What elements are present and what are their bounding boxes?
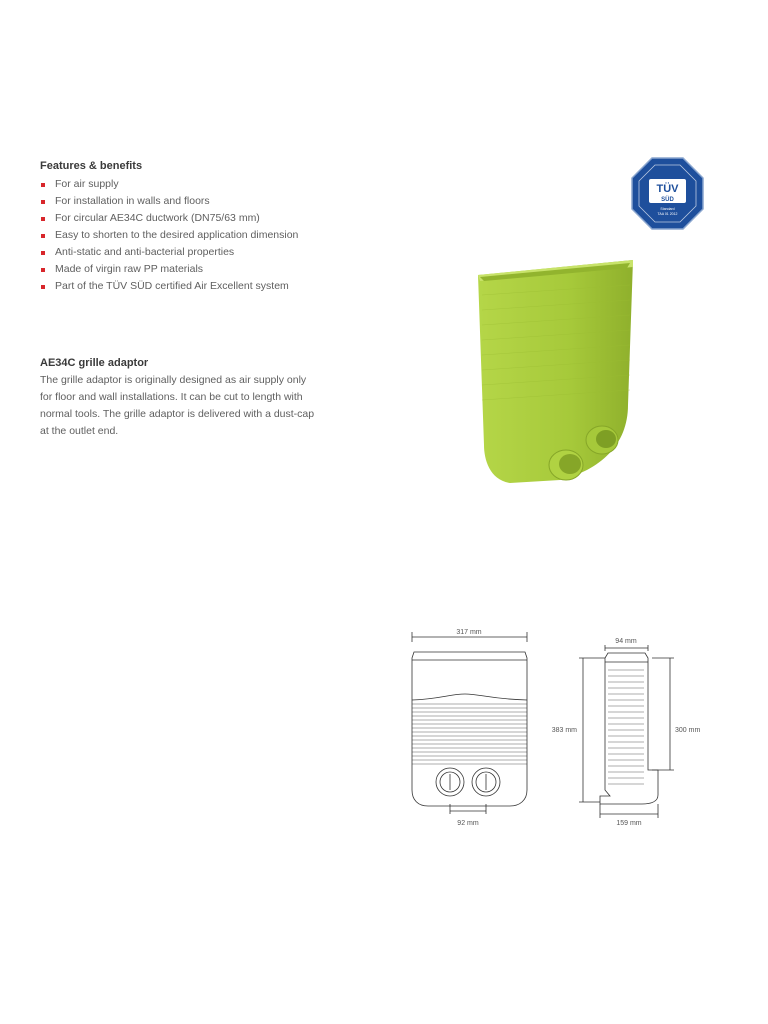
badge-standard: Standard xyxy=(660,207,675,211)
bullet-icon xyxy=(41,268,45,272)
description-section xyxy=(40,357,350,440)
bullet-icon xyxy=(41,285,45,289)
description-title: AE34C grille adaptor xyxy=(40,357,149,369)
badge-standard-code: TAA 01 2012 xyxy=(657,212,678,216)
height-total-label: 383 mm xyxy=(551,727,577,734)
depth-bottom-label: 159 mm xyxy=(616,820,642,827)
bullet-icon xyxy=(41,217,45,221)
height-body-label: 300 mm xyxy=(675,727,701,734)
features-title: Features & benefits xyxy=(40,160,143,172)
features-list xyxy=(40,176,370,295)
description-text: The grille adaptor is originally designed as air supply only for floor and wall installations. It can be cut to length with normal tools. The grille adaptor is delivered with a dust-cap at the outlet end. xyxy=(40,374,315,437)
list-item: For air supply xyxy=(40,176,370,193)
bullet-icon xyxy=(41,251,45,255)
bullet-icon xyxy=(41,183,45,187)
list-item: For installation in walls and floors xyxy=(40,193,370,210)
list-item: Part of the TÜV SÜD certified Air Excellent system xyxy=(40,278,370,295)
width-label: 317 mm xyxy=(456,629,482,636)
bullet-icon xyxy=(41,234,45,238)
spigot-spacing-label: 92 mm xyxy=(457,820,479,827)
grille-adaptor-product-image xyxy=(470,255,640,495)
bullet-icon xyxy=(41,200,45,204)
front-view-drawing xyxy=(412,632,527,814)
list-item: Anti-static and anti-bacterial properties xyxy=(40,244,370,261)
depth-top-label: 94 mm xyxy=(615,638,637,645)
list-item: Easy to shorten to the desired application dimension xyxy=(40,227,370,244)
features-section xyxy=(40,160,370,295)
badge-sub: SÜD xyxy=(661,197,674,203)
list-item: Made of virgin raw PP materials xyxy=(40,261,370,278)
dimension-drawings xyxy=(400,620,720,840)
list-item: For circular AE34C ductwork (DN75/63 mm) xyxy=(40,210,370,227)
tuv-certification-badge xyxy=(630,156,705,231)
side-view-drawing xyxy=(579,645,674,818)
badge-brand: TÜV xyxy=(656,183,679,195)
